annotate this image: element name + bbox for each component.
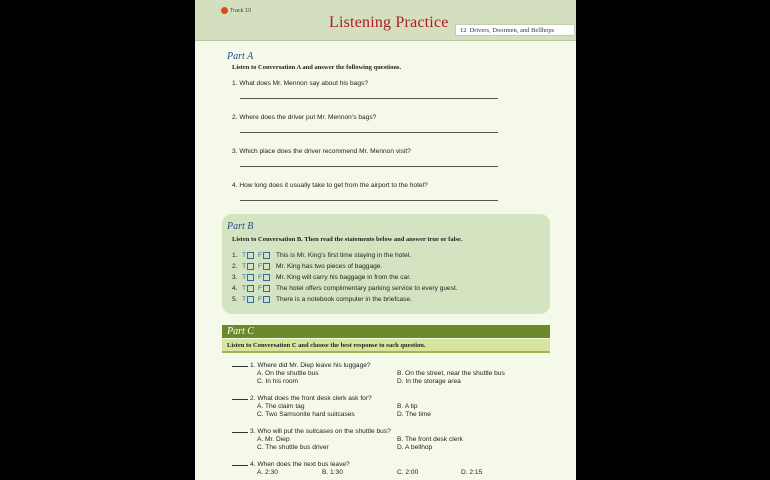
mc-question-text: 3. Who will put the suitcases on the shuttle bus? bbox=[250, 428, 391, 435]
mc-question-1 bbox=[232, 362, 371, 369]
false-checkbox[interactable] bbox=[263, 263, 270, 270]
tf-item-2 bbox=[232, 263, 382, 270]
mc-option-4a[interactable]: A. 2:30 bbox=[257, 469, 278, 476]
part-c-title: Part C bbox=[227, 326, 254, 337]
part-a-instruction: Listen to Conversation A and answer the following questions. bbox=[232, 64, 402, 71]
false-label: F bbox=[258, 252, 263, 259]
mc-question-text: 2. What does the front desk clerk ask for? bbox=[250, 395, 372, 402]
mc-option-2b[interactable]: B. A tip bbox=[397, 403, 418, 410]
mc-question-2 bbox=[232, 395, 372, 402]
false-label: F bbox=[258, 296, 263, 303]
tf-statement: Mr. King has two pieces of baggage. bbox=[276, 263, 383, 270]
part-a-title: Part A bbox=[227, 51, 254, 62]
mc-option-1c[interactable]: C. In his room bbox=[257, 378, 299, 385]
false-checkbox[interactable] bbox=[263, 252, 270, 259]
answer-blank[interactable] bbox=[232, 465, 248, 466]
track-label[interactable] bbox=[221, 7, 251, 14]
part-b-instruction: Listen to Conversation B. Then read the statements below and answer true or false. bbox=[232, 236, 463, 243]
false-label: F bbox=[258, 274, 263, 281]
tf-item-5 bbox=[232, 296, 412, 303]
mc-question-4 bbox=[232, 461, 350, 468]
unit-title: Drivers, Doormen, and Bellhops bbox=[469, 27, 555, 34]
mc-option-4c[interactable]: C. 2:00 bbox=[397, 469, 419, 476]
audio-track-icon[interactable] bbox=[221, 7, 228, 14]
tf-number: 4. bbox=[232, 285, 238, 292]
mc-option-1b[interactable]: B. On the street, near the shuttle bus bbox=[397, 370, 505, 377]
true-label: T bbox=[242, 263, 247, 270]
tf-number: 3. bbox=[232, 274, 238, 281]
true-checkbox[interactable] bbox=[247, 285, 254, 292]
mc-question-text: 1. Where did Mr. Diep leave his luggage? bbox=[250, 362, 371, 369]
answer-blank[interactable] bbox=[232, 432, 248, 433]
mc-option-3c[interactable]: C. The shuttle bus driver bbox=[257, 444, 329, 451]
tf-statement: The hotel offers complimentary parking service to every guest. bbox=[276, 285, 458, 292]
tf-choices bbox=[242, 296, 276, 303]
part-c-instruction: Listen to Conversation C and choose the best response to each question. bbox=[227, 342, 426, 349]
answer-line-4[interactable] bbox=[240, 200, 498, 201]
tf-choices bbox=[242, 263, 276, 270]
mc-question-text: 4. When does the next bus leave? bbox=[250, 461, 350, 468]
mc-option-4b[interactable]: B. 1:30 bbox=[322, 469, 343, 476]
mc-option-3d[interactable]: D. A bellhop bbox=[397, 444, 433, 451]
track-text: Track 10 bbox=[230, 7, 252, 14]
answer-blank[interactable] bbox=[232, 399, 248, 400]
part-a-question-3: 3. Which place does the driver recommend Mr. Mennon visit? bbox=[232, 148, 411, 155]
tf-item-4 bbox=[232, 285, 458, 292]
mc-option-3a[interactable]: A. Mr. Diep bbox=[257, 436, 290, 443]
false-checkbox[interactable] bbox=[263, 274, 270, 281]
false-checkbox[interactable] bbox=[263, 296, 270, 303]
answer-blank[interactable] bbox=[232, 366, 248, 367]
mc-option-2a[interactable]: A. The claim tag bbox=[257, 403, 305, 410]
mc-option-2d[interactable]: D. The time bbox=[397, 411, 431, 418]
true-label: T bbox=[242, 274, 247, 281]
page-title: Listening Practice bbox=[329, 14, 449, 31]
false-label: F bbox=[258, 285, 263, 292]
mc-option-2c[interactable]: C. Two Samsonite hard suitcases bbox=[257, 411, 355, 418]
tf-number: 5. bbox=[232, 296, 238, 303]
tf-statement: Mr. King will carry his baggage in from the car. bbox=[276, 274, 411, 281]
true-checkbox[interactable] bbox=[247, 252, 254, 259]
true-label: T bbox=[242, 285, 247, 292]
part-c-header-bar bbox=[222, 325, 550, 338]
true-checkbox[interactable] bbox=[247, 274, 254, 281]
part-b-title: Part B bbox=[227, 221, 254, 232]
workbook-page bbox=[195, 0, 576, 480]
false-checkbox[interactable] bbox=[263, 285, 270, 292]
tf-item-1 bbox=[232, 252, 411, 259]
mc-option-4d[interactable]: D. 2:15 bbox=[461, 469, 483, 476]
mc-option-1d[interactable]: D. In the storage area bbox=[397, 378, 461, 385]
part-a-question-4: 4. How long does it usually take to get from the airport to the hotel? bbox=[232, 182, 428, 189]
tf-item-3 bbox=[232, 274, 411, 281]
tf-statement: This is Mr. King’s first time staying in the hotel. bbox=[276, 252, 412, 259]
answer-line-2[interactable] bbox=[240, 132, 498, 133]
true-label: T bbox=[242, 252, 247, 259]
page-header bbox=[195, 0, 576, 41]
part-a-question-1: 1. What does Mr. Mennon say about his bags? bbox=[232, 80, 368, 87]
answer-line-3[interactable] bbox=[240, 166, 498, 167]
true-checkbox[interactable] bbox=[247, 263, 254, 270]
tf-statement: There is a notebook computer in the briefcase. bbox=[276, 296, 412, 303]
tf-number: 2. bbox=[232, 263, 238, 270]
answer-line-1[interactable] bbox=[240, 98, 498, 99]
tf-choices bbox=[242, 252, 276, 259]
mc-question-3 bbox=[232, 428, 391, 435]
unit-label bbox=[455, 24, 575, 36]
part-a-question-2: 2. Where does the driver put Mr. Mennon’s bags? bbox=[232, 114, 377, 121]
true-label: T bbox=[242, 296, 247, 303]
unit-number: 12 bbox=[460, 27, 467, 34]
false-label: F bbox=[258, 263, 263, 270]
part-c-instruction-bar bbox=[222, 339, 550, 353]
tf-choices bbox=[242, 285, 276, 292]
mc-option-3b[interactable]: B. The front desk clerk bbox=[397, 436, 463, 443]
tf-choices bbox=[242, 274, 276, 281]
mc-option-1a[interactable]: A. On the shuttle bus bbox=[257, 370, 319, 377]
tf-number: 1. bbox=[232, 252, 238, 259]
true-checkbox[interactable] bbox=[247, 296, 254, 303]
